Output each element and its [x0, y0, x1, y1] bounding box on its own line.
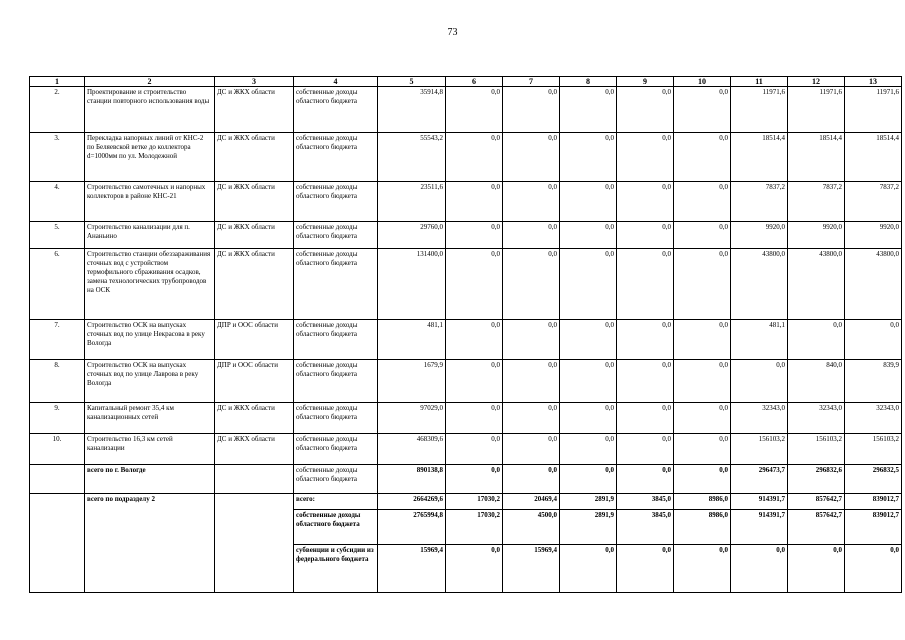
amount-cell: 914391,7: [731, 510, 788, 545]
amount-cell: 17030,2: [446, 494, 503, 510]
amount-cell: 0,0: [446, 434, 503, 465]
funding-source: собственные доходы областного бюджета: [294, 133, 378, 182]
funding-source: собственные доходы областного бюджета: [294, 182, 378, 222]
amount-cell: 29760,0: [378, 222, 446, 249]
budget-table: [29, 76, 902, 593]
amount-cell: 18514,4: [731, 133, 788, 182]
amount-cell: 0,0: [560, 320, 617, 360]
row-number: 10.: [30, 434, 85, 465]
executor: ДС и ЖКХ области: [215, 434, 294, 465]
amount-cell: 0,0: [617, 403, 674, 434]
column-header: 11: [731, 77, 788, 87]
amount-cell: 0,0: [560, 182, 617, 222]
row-number: 9.: [30, 403, 85, 434]
amount-cell: 131400,0: [378, 249, 446, 320]
executor: ДПР и ООС области: [215, 360, 294, 403]
amount-cell: 0,0: [617, 360, 674, 403]
amount-cell: 840,0: [788, 360, 845, 403]
row-number: 5.: [30, 222, 85, 249]
amount-cell: 857642,7: [788, 510, 845, 545]
amount-cell: 43800,0: [788, 249, 845, 320]
amount-cell: 55543,2: [378, 133, 446, 182]
amount-cell: 0,0: [560, 222, 617, 249]
table-row: [30, 403, 902, 434]
amount-cell: 2891,9: [560, 510, 617, 545]
amount-cell: 0,0: [617, 434, 674, 465]
amount-cell: 7837,2: [731, 182, 788, 222]
amount-cell: 0,0: [446, 182, 503, 222]
amount-cell: 15969,4: [503, 545, 560, 593]
column-header: 3: [215, 77, 294, 87]
amount-cell: 4500,0: [503, 510, 560, 545]
funding-source: собственные доходы областного бюджета: [294, 320, 378, 360]
amount-cell: 0,0: [674, 465, 731, 494]
executor: ДС и ЖКХ области: [215, 87, 294, 133]
column-header: 10: [674, 77, 731, 87]
amount-cell: 0,0: [731, 545, 788, 593]
amount-cell: 0,0: [617, 320, 674, 360]
measure-name: Строительство самотечных и напорных коллекторов в районе КНС-21: [85, 182, 215, 222]
amount-cell: 914391,7: [731, 494, 788, 510]
amount-cell: 0,0: [503, 434, 560, 465]
amount-cell: 9920,0: [731, 222, 788, 249]
row-number: 6.: [30, 249, 85, 320]
table-row: [30, 434, 902, 465]
amount-cell: 20469,4: [503, 494, 560, 510]
amount-cell: 156103,2: [845, 434, 902, 465]
amount-cell: 0,0: [503, 403, 560, 434]
amount-cell: 0,0: [503, 360, 560, 403]
row-number: [30, 465, 85, 494]
amount-cell: 481,1: [731, 320, 788, 360]
column-header: 9: [617, 77, 674, 87]
funding-source: собственные доходы областного бюджета: [294, 510, 378, 545]
amount-cell: 0,0: [560, 133, 617, 182]
amount-cell: 0,0: [503, 87, 560, 133]
amount-cell: 0,0: [674, 222, 731, 249]
row-number: 4.: [30, 182, 85, 222]
amount-cell: 43800,0: [731, 249, 788, 320]
amount-cell: 0,0: [731, 360, 788, 403]
amount-cell: 468309,6: [378, 434, 446, 465]
measure-name: Строительство ОСК на выпусках сточных вод по улице Лаврова в реку Вологда: [85, 360, 215, 403]
funding-source: всего:: [294, 494, 378, 510]
amount-cell: 156103,2: [731, 434, 788, 465]
amount-cell: 890138,8: [378, 465, 446, 494]
amount-cell: 2765994,8: [378, 510, 446, 545]
amount-cell: 0,0: [503, 182, 560, 222]
column-header: 4: [294, 77, 378, 87]
amount-cell: 0,0: [674, 360, 731, 403]
amount-cell: 23511,6: [378, 182, 446, 222]
column-header: 7: [503, 77, 560, 87]
amount-cell: 0,0: [674, 249, 731, 320]
amount-cell: 0,0: [617, 465, 674, 494]
amount-cell: 0,0: [503, 320, 560, 360]
funding-source: собственные доходы областного бюджета: [294, 434, 378, 465]
amount-cell: 1679,9: [378, 360, 446, 403]
amount-cell: 15969,4: [378, 545, 446, 593]
row-number: 7.: [30, 320, 85, 360]
table-row: [30, 133, 902, 182]
amount-cell: 0,0: [446, 222, 503, 249]
measure-name: Строительство канализации для п. Ананьино: [85, 222, 215, 249]
row-number: [30, 494, 85, 593]
measure-name: Строительство 16,3 км сетей канализации: [85, 434, 215, 465]
funding-source: собственные доходы областного бюджета: [294, 465, 378, 494]
amount-cell: 8986,0: [674, 510, 731, 545]
executor: ДС и ЖКХ области: [215, 249, 294, 320]
table-row: [30, 182, 902, 222]
table-row: [30, 249, 902, 320]
amount-cell: 0,0: [446, 465, 503, 494]
column-header: 1: [30, 77, 85, 87]
amount-cell: 0,0: [617, 545, 674, 593]
measure-name: Строительство станции обеззараживания сточных вод с устройством термофильного сбраживания осадков, замена технологических трубопроводов на ОСК: [85, 249, 215, 320]
amount-cell: 0,0: [446, 320, 503, 360]
row-number: 2.: [30, 87, 85, 133]
measure-name: Проектирование и строительство станции повторного использования воды: [85, 87, 215, 133]
amount-cell: 32343,0: [731, 403, 788, 434]
table-row: [30, 87, 902, 133]
page-number: 73: [447, 27, 458, 38]
total-subsection-row: [30, 494, 902, 510]
total-label: всего по г. Вологде: [85, 465, 215, 494]
table-row: [30, 360, 902, 403]
amount-cell: 0,0: [845, 320, 902, 360]
column-header: 6: [446, 77, 503, 87]
amount-cell: 9920,0: [788, 222, 845, 249]
amount-cell: 32343,0: [845, 403, 902, 434]
total-city-row: [30, 465, 902, 494]
amount-cell: 0,0: [560, 360, 617, 403]
column-header: 2: [85, 77, 215, 87]
funding-source: собственные доходы областного бюджета: [294, 87, 378, 133]
amount-cell: 296832,5: [845, 465, 902, 494]
amount-cell: 8986,0: [674, 494, 731, 510]
amount-cell: 0,0: [560, 403, 617, 434]
amount-cell: 0,0: [446, 360, 503, 403]
amount-cell: 11971,6: [845, 87, 902, 133]
table-row: [30, 320, 902, 360]
executor: [215, 494, 294, 593]
amount-cell: 0,0: [617, 87, 674, 133]
table-header-row: [30, 77, 902, 87]
amount-cell: 0,0: [674, 434, 731, 465]
amount-cell: 0,0: [674, 182, 731, 222]
total-label: всего по подразделу 2: [85, 494, 215, 593]
table-row: [30, 222, 902, 249]
amount-cell: 0,0: [446, 87, 503, 133]
amount-cell: 43800,0: [845, 249, 902, 320]
amount-cell: 0,0: [560, 249, 617, 320]
funding-source: собственные доходы областного бюджета: [294, 360, 378, 403]
executor: ДС и ЖКХ области: [215, 133, 294, 182]
amount-cell: 857642,7: [788, 494, 845, 510]
amount-cell: 0,0: [560, 434, 617, 465]
amount-cell: 0,0: [845, 545, 902, 593]
executor: ДС и ЖКХ области: [215, 182, 294, 222]
measure-name: Перекладка напорных линий от КНС-2 по Беляевской ветке до коллектора d=1000мм по ул. Молодежной: [85, 133, 215, 182]
amount-cell: 839012,7: [845, 494, 902, 510]
amount-cell: 296832,6: [788, 465, 845, 494]
amount-cell: 0,0: [674, 545, 731, 593]
amount-cell: 0,0: [560, 545, 617, 593]
amount-cell: 0,0: [674, 87, 731, 133]
row-number: 3.: [30, 133, 85, 182]
amount-cell: 0,0: [503, 465, 560, 494]
executor: [215, 465, 294, 494]
executor: ДС и ЖКХ области: [215, 222, 294, 249]
amount-cell: 0,0: [674, 133, 731, 182]
amount-cell: 0,0: [503, 249, 560, 320]
amount-cell: 0,0: [788, 545, 845, 593]
amount-cell: 11971,6: [788, 87, 845, 133]
amount-cell: 296473,7: [731, 465, 788, 494]
amount-cell: 0,0: [674, 403, 731, 434]
amount-cell: 18514,4: [845, 133, 902, 182]
amount-cell: 481,1: [378, 320, 446, 360]
funding-source: собственные доходы областного бюджета: [294, 249, 378, 320]
amount-cell: 0,0: [446, 403, 503, 434]
funding-source: субвенции и субсидии из федерального бюджета: [294, 545, 378, 593]
amount-cell: 32343,0: [788, 403, 845, 434]
amount-cell: 839012,7: [845, 510, 902, 545]
amount-cell: 0,0: [560, 465, 617, 494]
column-header: 5: [378, 77, 446, 87]
measure-name: Капитальный ремонт 35,4 км канализационных сетей: [85, 403, 215, 434]
amount-cell: 11971,6: [731, 87, 788, 133]
amount-cell: 17030,2: [446, 510, 503, 545]
amount-cell: 0,0: [617, 249, 674, 320]
row-number: 8.: [30, 360, 85, 403]
amount-cell: 156103,2: [788, 434, 845, 465]
amount-cell: 18514,4: [788, 133, 845, 182]
amount-cell: 0,0: [446, 133, 503, 182]
amount-cell: 0,0: [503, 222, 560, 249]
amount-cell: 0,0: [503, 133, 560, 182]
amount-cell: 0,0: [446, 545, 503, 593]
amount-cell: 35914,8: [378, 87, 446, 133]
amount-cell: 7837,2: [845, 182, 902, 222]
column-header: 13: [845, 77, 902, 87]
amount-cell: 839,9: [845, 360, 902, 403]
column-header: 8: [560, 77, 617, 87]
amount-cell: 97029,0: [378, 403, 446, 434]
amount-cell: 0,0: [617, 222, 674, 249]
amount-cell: 9920,0: [845, 222, 902, 249]
column-header: 12: [788, 77, 845, 87]
amount-cell: 0,0: [617, 182, 674, 222]
amount-cell: 7837,2: [788, 182, 845, 222]
amount-cell: 2891,9: [560, 494, 617, 510]
amount-cell: 3845,0: [617, 494, 674, 510]
amount-cell: 0,0: [446, 249, 503, 320]
measure-name: Строительство ОСК на выпусках сточных вод по улице Некрасова в реку Вологда: [85, 320, 215, 360]
amount-cell: 3845,0: [617, 510, 674, 545]
amount-cell: 0,0: [560, 87, 617, 133]
amount-cell: 0,0: [674, 320, 731, 360]
amount-cell: 0,0: [617, 133, 674, 182]
executor: ДПР и ООС области: [215, 320, 294, 360]
funding-source: собственные доходы областного бюджета: [294, 403, 378, 434]
amount-cell: 0,0: [788, 320, 845, 360]
amount-cell: 2664269,6: [378, 494, 446, 510]
funding-source: собственные доходы областного бюджета: [294, 222, 378, 249]
executor: ДС и ЖКХ области: [215, 403, 294, 434]
